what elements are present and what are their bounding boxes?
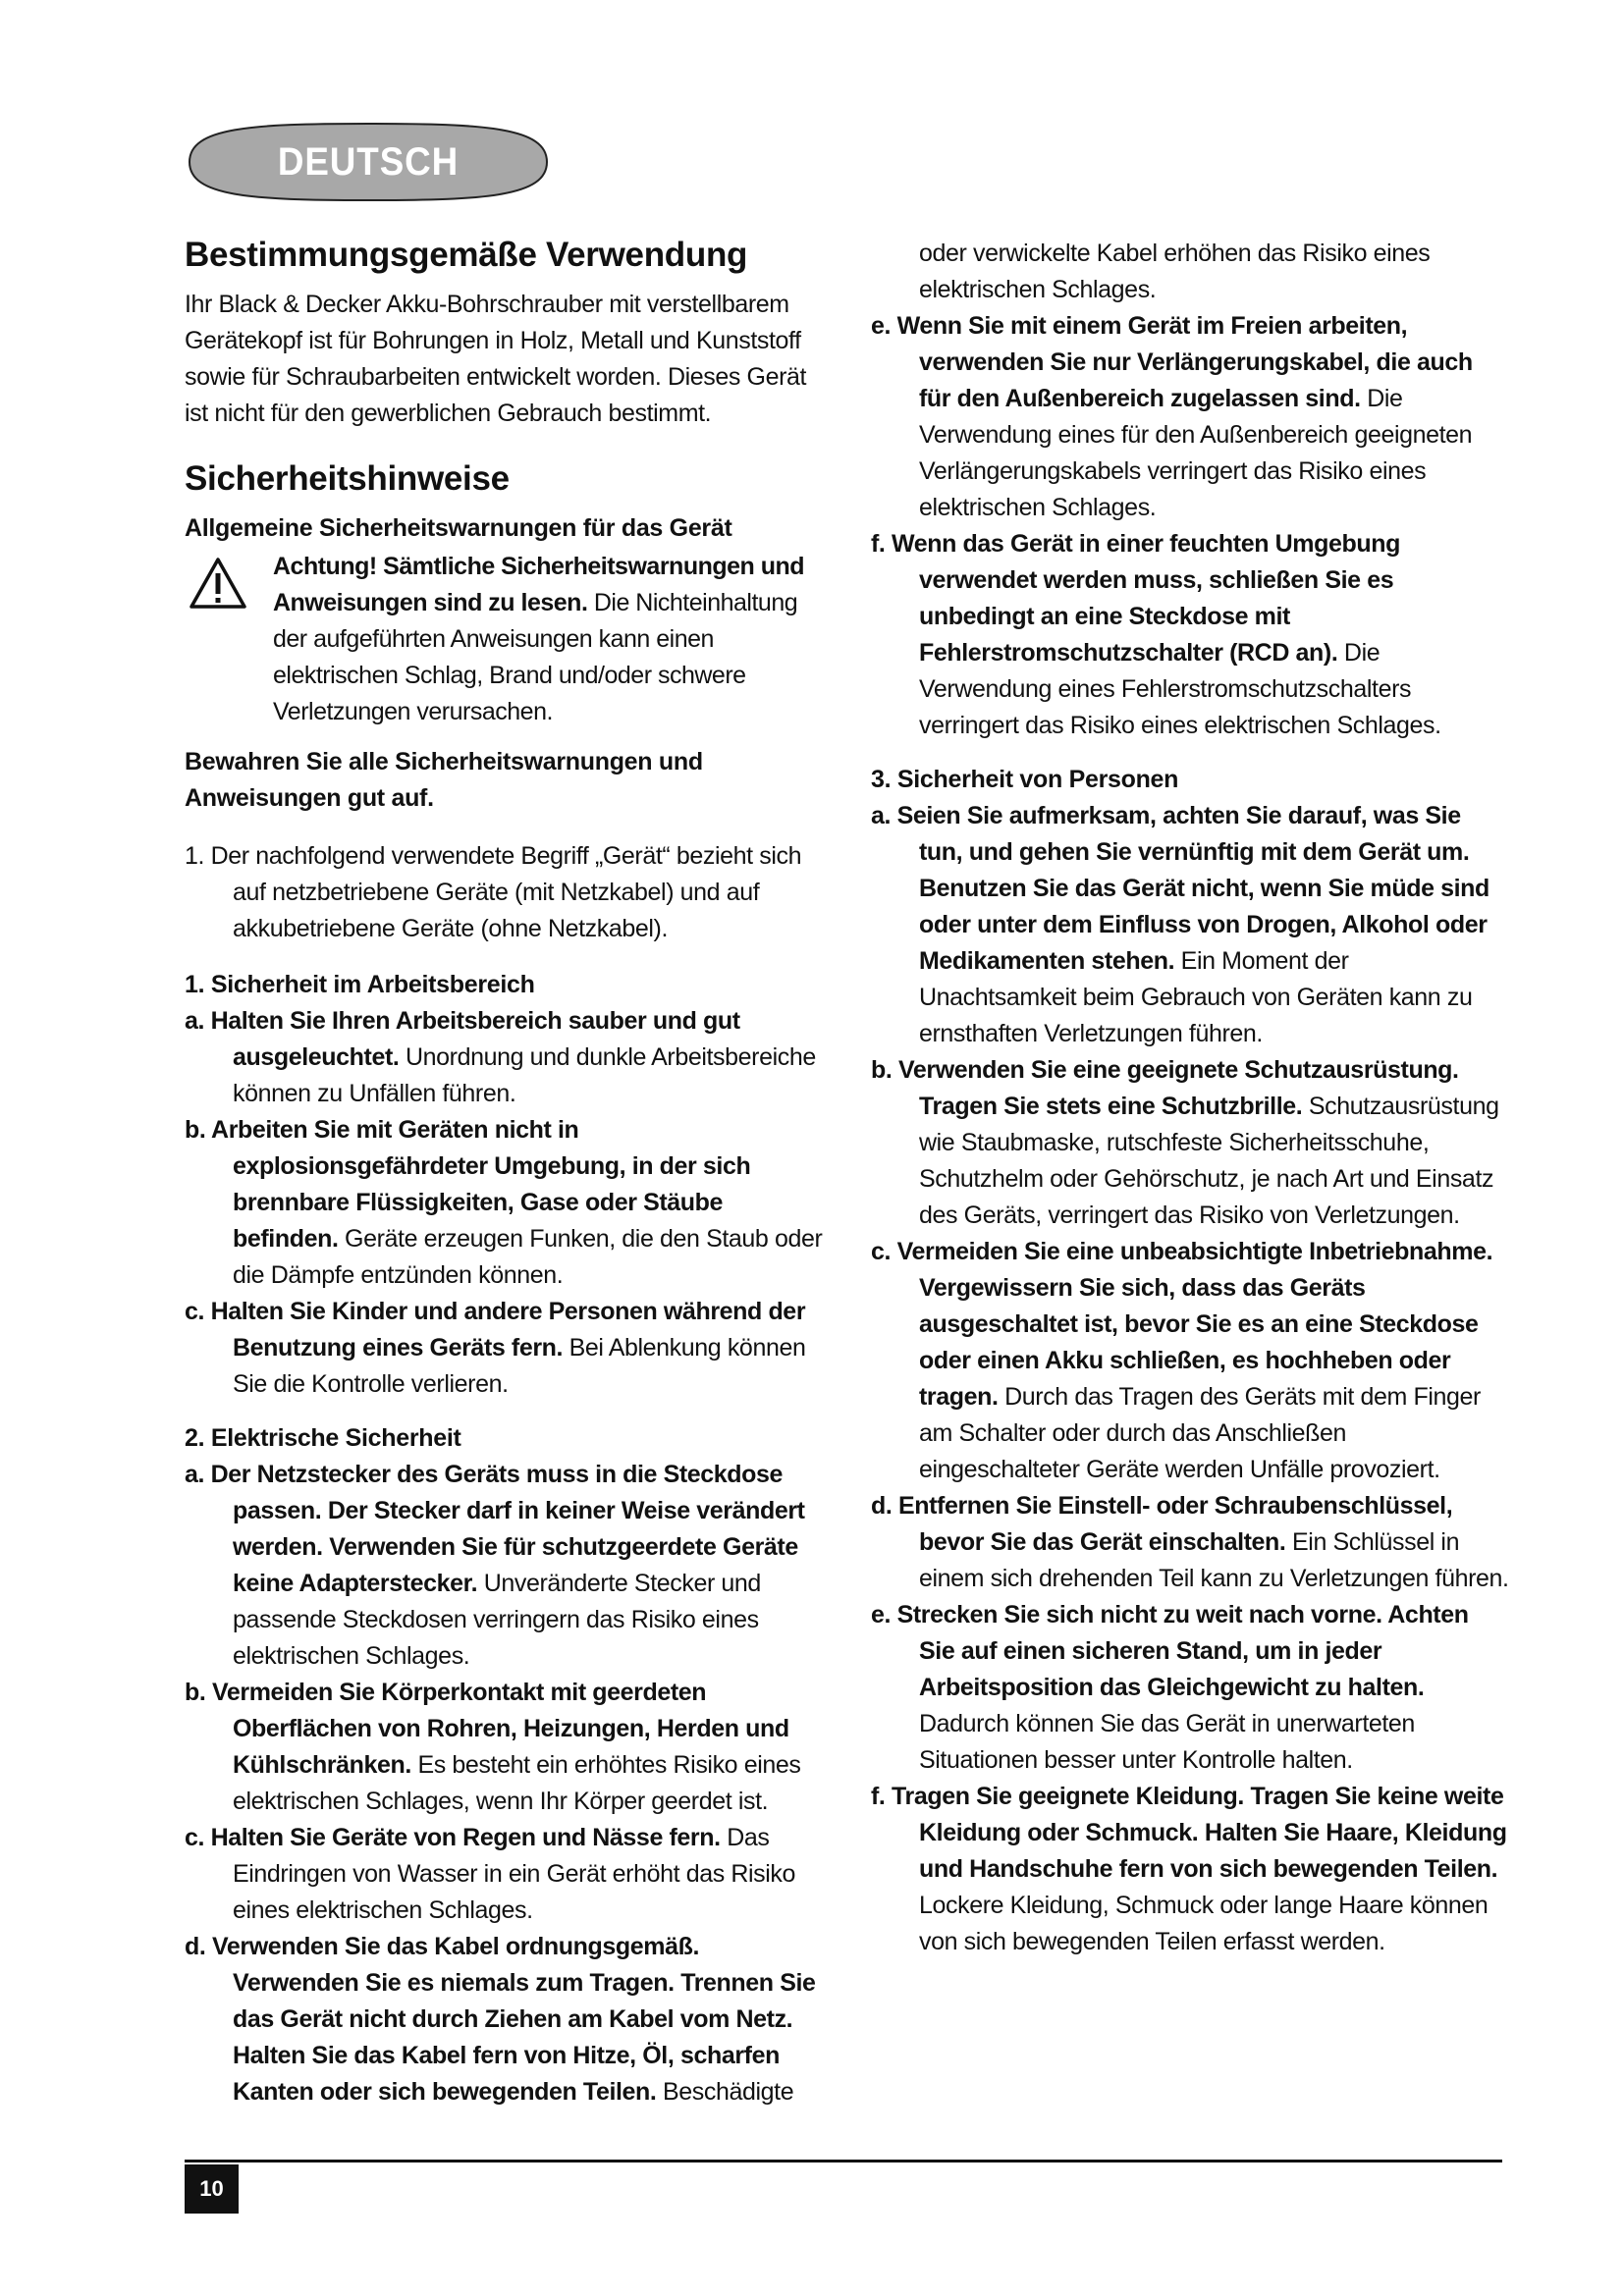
intended-use-heading: Bestimmungsgemäße Verwendung (185, 236, 748, 274)
warning-text: Die Nichteinhaltung der aufgeführten Anweisungen kann einen elektrischen Schlag, Brand und/oder schwere Verletzungen verursachen. (273, 589, 798, 725)
electrical-title: 2. Elektrische Sicherheit (185, 1424, 461, 1452)
general-warnings-title: Allgemeine Sicherheitswarnungen für das Gerät (185, 514, 732, 542)
list-item: d. Verwenden Sie das Kabel ordnungsgemäß. Verwenden Sie es niemals zum Tragen. Trennen Sie das Gerät nicht durch Ziehen am Kabel vom Netz. Halten Sie das Kabel fern von Hitze, Öl, scharfen Kanten oder sich bewegenden Teilen. Beschädigte (185, 1933, 816, 2106)
list-item: c. Halten Sie Kinder und andere Personen während der Benutzung eines Geräts fern. Bei Ablenkung können Sie die Kontrolle verlieren. (185, 1298, 806, 1398)
right-column (871, 236, 1509, 1960)
work-area-title: 1. Sicherheit im Arbeitsbereich (185, 971, 535, 998)
language-label: DEUTSCH (277, 139, 460, 184)
list-item: b. Verwenden Sie eine geeignete Schutzausrüstung. Tragen Sie stets eine Schutzbrille. Schutzausrüstung wie Staubmaske, rutschfeste Sicherheitsschuhe, Schutzhelm oder Gehörschutz, je nach Art und Einsatz des Geräts, verringert das Risiko von Verletzungen. (871, 1056, 1499, 1229)
list-item: a. Der Netzstecker des Geräts muss in die Steckdose passen. Der Stecker darf in keiner Weise verändert werden. Verwenden Sie für schutzgeerdete Geräte keine Adapterstecker. Unveränderte Stecker und passende Steckdosen verringern das Risiko eines elektrischen Schlages. (185, 1461, 805, 1670)
list-item: a. Seien Sie aufmerksam, achten Sie darauf, was Sie tun, und gehen Sie vernünftig mit dem Gerät um. Benutzen Sie das Gerät nicht, wenn Sie müde sind oder unter dem Einfluss von Drogen, Alkohol oder Medikamenten stehen. Ein Moment der Unachtsamkeit beim Gebrauch von Geräten kann zu ernsthaften Verletzungen führen. (871, 802, 1489, 1047)
footer-rule (185, 2160, 1502, 2163)
left-column (185, 234, 823, 2110)
intended-use-text: Ihr Black & Decker Akku-Bohrschrauber mit verstellbarem Gerätekopf ist für Bohrungen in Holz, Metall und Kunststoff sowie für Schraubarbeiten entwickelt worden. Dieses Gerät ist nicht für den gewerblichen Gebrauch bestimmt. (185, 291, 807, 427)
list-item-continued: oder verwickelte Kabel erhöhen das Risiko eines elektrischen Schlages. (919, 240, 1431, 303)
list-item: b. Vermeiden Sie Körperkontakt mit geerdeten Oberflächen von Rohren, Heizungen, Herden und Kühlschränken. Es besteht ein erhöhtes Risiko eines elektrischen Schlages, wenn Ihr Körper geerdet ist. (185, 1679, 801, 1815)
warning-block (185, 549, 823, 730)
list-item: f. Tragen Sie geeignete Kleidung. Tragen Sie keine weite Kleidung oder Schmuck. Halten Sie Haare, Kleidung und Handschuhe fern von sich bewegenden Teilen. Lockere Kleidung, Schmuck oder lange Haare können von sich bewegenden Teilen erfasst werden. (871, 1783, 1507, 1955)
safety-heading: Sicherheitshinweise (185, 459, 510, 498)
keep-instructions: Bewahren Sie alle Sicherheitswarnungen und Anweisungen gut auf. (185, 748, 703, 812)
personal-title: 3. Sicherheit von Personen (871, 766, 1179, 793)
warning-bold: Achtung! Sämtliche Sicherheitswarnungen und Anweisungen sind zu lesen. (273, 553, 805, 616)
list-item: e. Strecken Sie sich nicht zu weit nach vorne. Achten Sie auf einen sicheren Stand, um in jeder Arbeitsposition das Gleichgewicht zu halten. Dadurch können Sie das Gerät in unerwarteten Situationen besser unter Kontrolle halten. (871, 1601, 1469, 1774)
list-item: a. Halten Sie Ihren Arbeitsbereich sauber und gut ausgeleuchtet. Unordnung und dunkle Arbeitsbereiche können zu Unfällen führen. (185, 1007, 816, 1107)
page-number: 10 (185, 2164, 239, 2214)
list-item: f. Wenn das Gerät in einer feuchten Umgebung verwendet werden muss, schließen Sie es unbedingt an eine Steckdose mit Fehlerstromschutzschalter (RCD an). Die Verwendung eines Fehlerstromschutzschalters verringert das Risiko eines elektrischen Schlages. (871, 530, 1441, 739)
term-note: 1. Der nachfolgend verwendete Begriff „Gerät“ bezieht sich auf netzbetriebene Geräte (mit Netzkabel) und auf akkubetriebene Geräte (ohne Netzkabel). (185, 842, 802, 942)
language-badge (182, 120, 555, 204)
list-item: b. Arbeiten Sie mit Geräten nicht in explosionsgefährdeter Umgebung, in der sich brennbare Flüssigkeiten, Gase oder Stäube befinden. Geräte erzeugen Funken, die den Staub oder die Dämpfe entzünden können. (185, 1116, 823, 1289)
list-item: e. Wenn Sie mit einem Gerät im Freien arbeiten, verwenden Sie nur Verlängerungskabel, die auch für den Außenbereich zugelassen sind. Die Verwendung eines für den Außenbereich geeigneten Verlängerungskabels verringert das Risiko eines elektrischen Schlages. (871, 312, 1473, 521)
list-item: d. Entfernen Sie Einstell- oder Schraubenschlüssel, bevor Sie das Gerät einschalten. Ein Schlüssel in einem sich drehenden Teil kann zu Verletzungen führen. (871, 1492, 1509, 1592)
list-item: c. Vermeiden Sie eine unbeabsichtigte Inbetriebnahme. Vergewissern Sie sich, dass das Geräts ausgeschaltet ist, bevor Sie es an eine Steckdose oder einen Akku schließen, es hochheben oder tragen. Durch das Tragen des Geräts mit dem Finger am Schalter oder durch das Anschließen eingeschalteter Geräte werden Unfälle provoziert. (871, 1238, 1493, 1483)
list-item: c. Halten Sie Geräte von Regen und Nässe fern. Das Eindringen von Wasser in ein Gerät erhöht das Risiko eines elektrischen Schlages. (185, 1824, 796, 1924)
warning-triangle-icon (189, 557, 247, 610)
